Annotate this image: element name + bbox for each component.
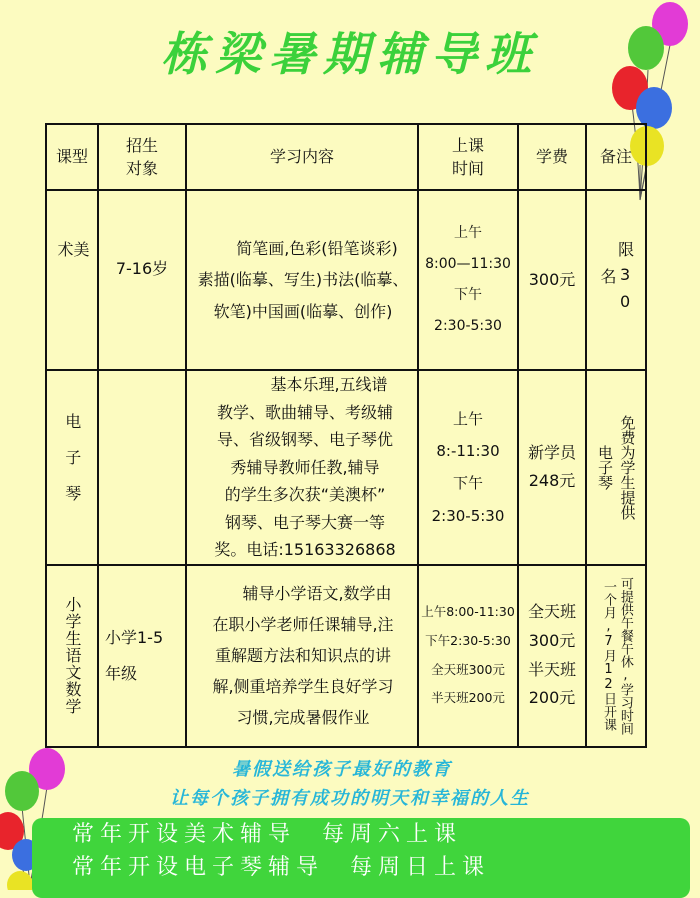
type-cell: 小学生语文数学 — [46, 565, 98, 747]
table-row-art — [46, 190, 646, 370]
type-cell: 电子琴 — [46, 370, 98, 565]
note-cell: 免费为学生提供电子琴 — [586, 370, 646, 565]
page-title: 栋梁暑期辅导班 — [161, 27, 539, 81]
time-cell: 上午 8:-11:30 下午 2:30-5:30 — [418, 370, 518, 565]
fee-cell: 300元 — [518, 190, 586, 370]
header-type: 课型 — [46, 124, 98, 190]
bottom-banner — [32, 818, 690, 898]
target-cell: 小学1-5 年级 — [98, 565, 186, 747]
content-cell: 简笔画,色彩(铅笔谈彩) 素描(临摹、写生)书法(临摹、 软笔)中国画(临摹、创作) — [186, 190, 418, 370]
header-time: 上课 时间 — [418, 124, 518, 190]
schedule-table — [45, 123, 647, 748]
content-cell: 辅导小学语文,数学由 在职小学老师任课辅导,注 重解题方法和知识点的讲 解,侧重培养学生良好学习 习惯,完成暑假作业 — [186, 565, 418, 747]
table-row-primary — [46, 565, 646, 747]
slogan-line-1: 暑假送给孩子最好的教育 — [232, 759, 452, 780]
time-cell: 上午 8:00—11:30 下午 2:30-5:30 — [418, 190, 518, 370]
banner-line-2: 常年开设电子琴辅导 每周日上课 — [72, 855, 490, 880]
time-cell: 上午8:00-11:30 下午2:30-5:30 全天班300元 半天班200元 — [418, 565, 518, 747]
fee-cell: 新学员 248元 — [518, 370, 586, 565]
note-cell: 可提供午餐午休,学习时间一个月,7月12日开课 — [586, 565, 646, 747]
table-header-row — [46, 124, 646, 190]
type-cell: 美术 — [46, 190, 98, 370]
target-cell: 7-16岁 — [98, 190, 186, 370]
note-cell: 限30名 — [586, 190, 646, 370]
target-cell — [98, 370, 186, 565]
table-row-keyboard — [46, 370, 646, 565]
content-cell: 基本乐理,五线谱 教学、歌曲辅导、考级辅 导、省级钢琴、电子琴优 秀辅导教师任教,辅导 的学生多次获“美澳杯” 钢琴、电子琴大赛一等 奖。电话:15163326868 — [186, 370, 418, 565]
header-note: 备注 — [586, 124, 646, 190]
header-content: 学习内容 — [186, 124, 418, 190]
fee-cell: 全天班 300元 半天班 200元 — [518, 565, 586, 747]
banner-line-1: 常年开设美术辅导 每周六上课 — [72, 822, 462, 847]
slogan-line-2: 让每个孩子拥有成功的明天和幸福的人生 — [170, 788, 530, 809]
header-target: 招生 对象 — [98, 124, 186, 190]
header-fee: 学费 — [518, 124, 586, 190]
